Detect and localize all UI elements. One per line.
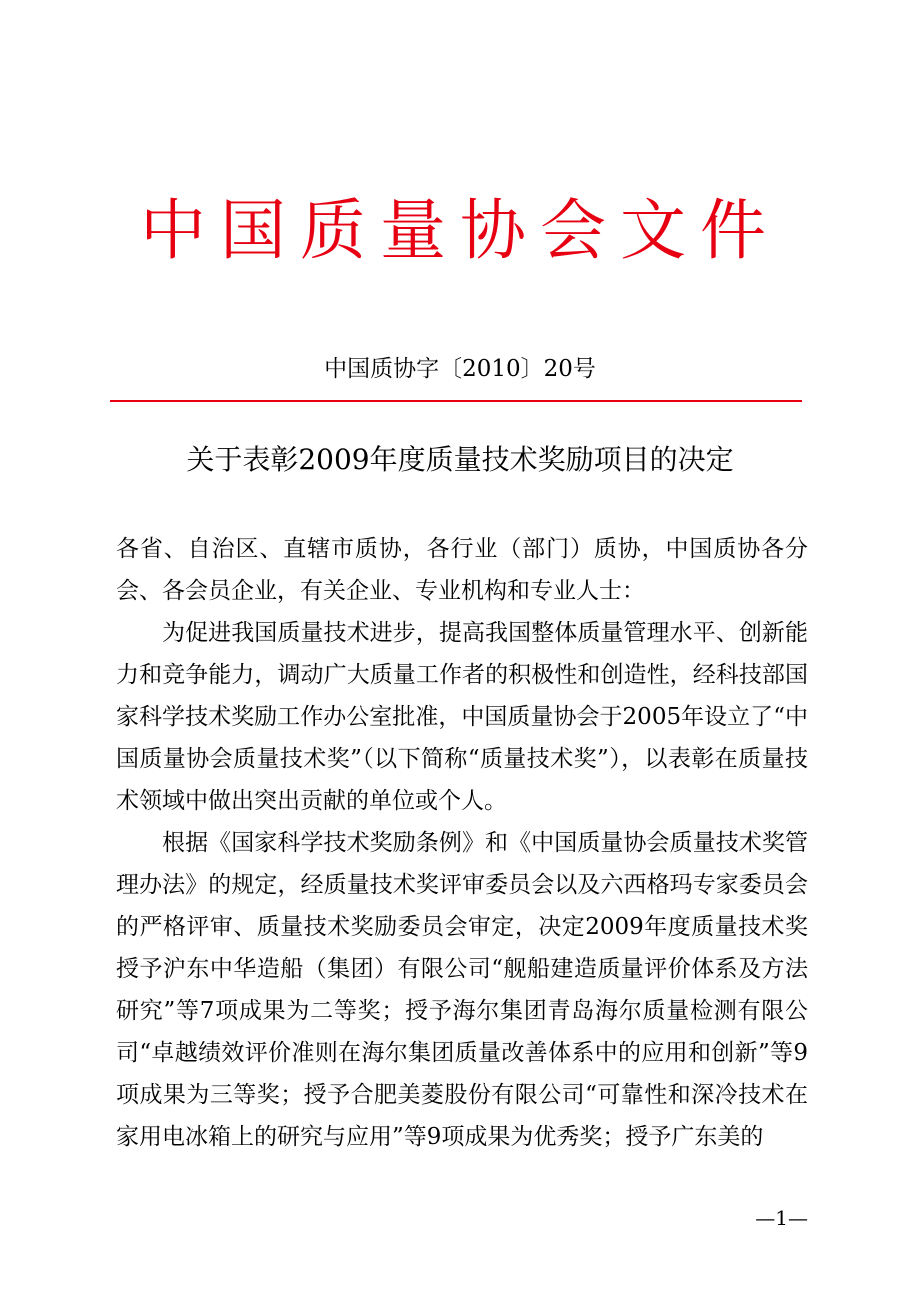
salutation: 各省、自治区、直辖市质协，各行业（部门）质协，中国质协各分会、各会员企业，有关企业、专业机构和专业人士： <box>116 536 808 604</box>
document-body <box>116 528 808 1158</box>
document-title: 关于表彰2009年度质量技术奖励项目的决定 <box>186 443 734 476</box>
paragraph-1: 为促进我国质量技术进步，提高我国整体质量管理水平、创新能力和竞争能力，调动广大质量工作者的积极性和创造性，经科技部国家科学技术奖励工作办公室批准，中国质量协会于2005年设立了“中国质量协会质量技术奖”（以下简称“质量技术奖”），以表彰在质量技术领域中做出突出贡献的单位或个人。 <box>116 620 808 814</box>
paragraph-2: 根据《国家科学技术奖励条例》和《中国质量协会质量技术奖管理办法》的规定，经质量技术奖评审委员会以及六西格玛专家委员会的严格评审、质量技术奖励委员会审定，决定2009年度质量技术奖授予沪东中华造船（集团）有限公司“舰船建造质量评价体系及方法研究”等7项成果为二等奖；授予海尔集团青岛海尔质量检测有限公司“卓越绩效评价准则在海尔集团质量改善体系中的应用和创新”等9项成果为三等奖；授予合肥美菱股份有限公司“可靠性和深冷技术在家用电冰箱上的研究与应用”等9项成果为优秀奖；授予广东美的 <box>116 830 808 1150</box>
header-divider-rule <box>110 400 802 402</box>
page-number: —1— <box>755 1206 808 1230</box>
document-header-title: 中国质量协会文件 <box>140 192 780 269</box>
document-number: 中国质协字〔2010〕20号 <box>324 356 596 382</box>
